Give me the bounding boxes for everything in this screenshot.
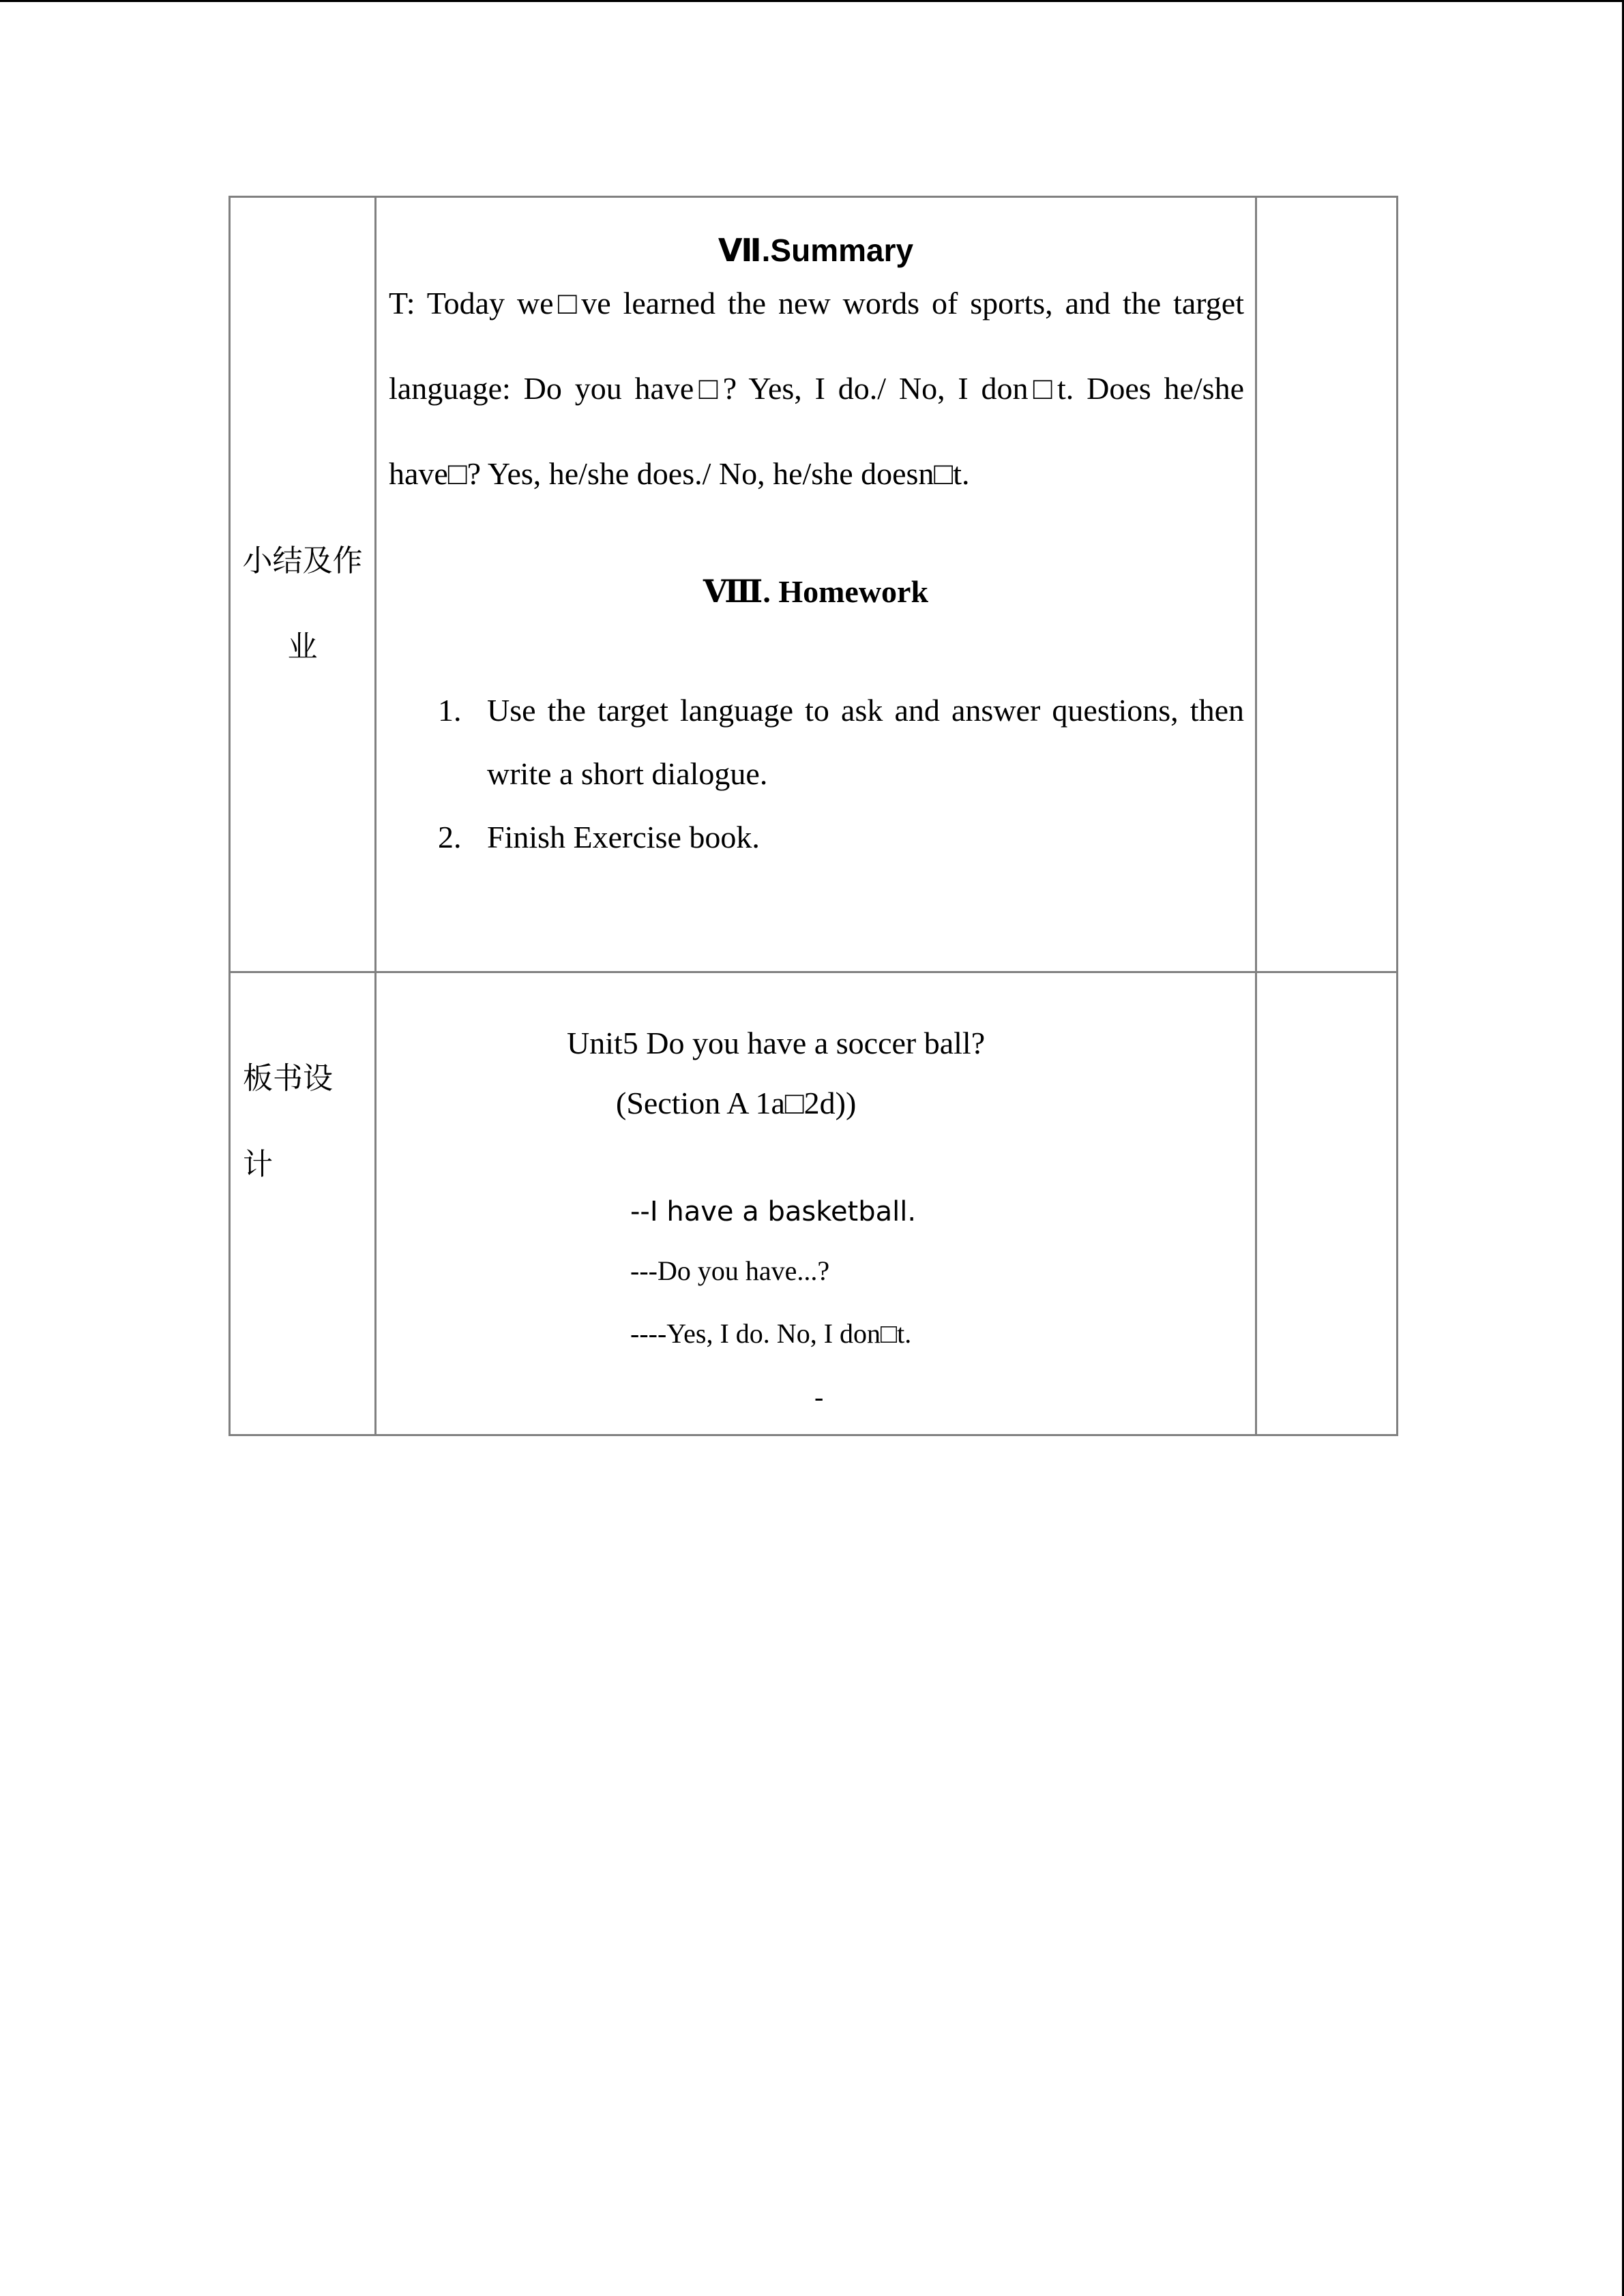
board-label-line1: 板书设 bbox=[243, 1061, 333, 1096]
board-line-dash: - bbox=[814, 1382, 824, 1412]
board-label-line2: 计 bbox=[243, 1147, 273, 1182]
summary-paragraph: T: Today we□ve learned the new words of sports, and the target language: Do you have□? Yes, I do./ No, I don□t. Does he/she have□? Yes, he/she does./ No, he/she doesn□t. bbox=[389, 286, 1244, 491]
homework-item-number: 1. bbox=[438, 693, 462, 728]
lesson-plan-table bbox=[228, 196, 1398, 1436]
board-subtitle: (Section A 1a□2d)) bbox=[616, 1086, 857, 1120]
board-design-row bbox=[230, 972, 1398, 1435]
board-label-cell bbox=[230, 972, 376, 1435]
board-notes-cell bbox=[1256, 972, 1398, 1435]
homework-heading: Ⅷ. Homework bbox=[703, 574, 929, 609]
board-label bbox=[243, 1036, 333, 1208]
homework-item-number: 2. bbox=[438, 820, 462, 854]
summary-content-cell bbox=[376, 197, 1256, 972]
board-line-statement: --I have a basketball. bbox=[630, 1196, 917, 1227]
summary-homework-row bbox=[230, 197, 1398, 972]
page-top-border bbox=[0, 0, 1624, 2]
homework-item-text: Use the target language to ask and answer questions, then write a short dialogue. bbox=[487, 693, 1244, 791]
board-line-answer: ----Yes, I do. No, I don□t. bbox=[630, 1318, 912, 1349]
board-title: Unit5 Do you have a soccer ball? bbox=[567, 1026, 986, 1060]
homework-item bbox=[377, 679, 1244, 805]
summary-label-line2: 业 bbox=[287, 629, 318, 664]
homework-item-text: Finish Exercise book. bbox=[487, 820, 760, 854]
summary-label bbox=[231, 518, 374, 690]
summary-label-cell bbox=[230, 197, 376, 972]
summary-label-line1: 小结及作 bbox=[242, 543, 363, 578]
board-line-question: ---Do you have...? bbox=[630, 1255, 830, 1286]
summary-heading: Ⅶ.Summary bbox=[718, 233, 914, 268]
homework-list bbox=[377, 679, 1244, 869]
summary-notes-cell bbox=[1256, 197, 1398, 972]
board-content-cell bbox=[376, 972, 1256, 1435]
homework-item bbox=[377, 805, 1244, 869]
